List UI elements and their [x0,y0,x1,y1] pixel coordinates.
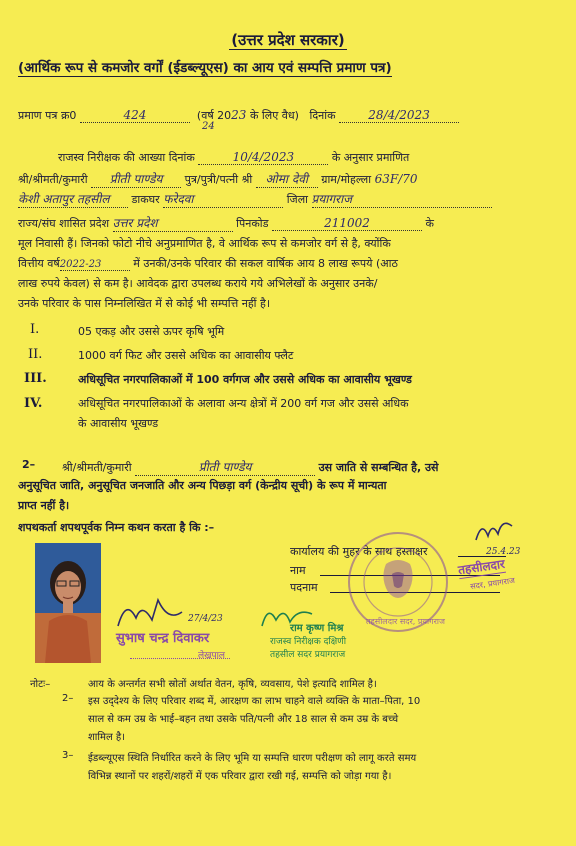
body-para-4: उनके परिवार के पास निम्नलिखित में से कोई भी सम्पत्ति नहीं है। [18,297,271,310]
date-label: दिनांक [309,109,336,122]
lekhpal-post-stamp: लेखपाल [198,651,226,661]
of-label: के [425,217,434,230]
seal-sign-label: कार्यालय की मुहर के साथ हस्ताक्षर [290,545,428,558]
body-line-1 [58,150,409,165]
pincode-label: पिनकोड [236,217,269,230]
post-office-value: फरेदवा [163,190,283,208]
validity-note: 24 [202,121,215,132]
caste-applicant-name: प्रीती पाण्डेय [135,458,315,476]
validity-year: 23 [231,108,247,122]
report-date-value: 10/4/2023 [198,150,328,165]
asset-text-2: 1000 वर्ग फिट और उससे अधिक का आवासीय फ्लैट [78,349,294,362]
note-label: नोटः– [30,679,51,690]
office-name-label: नाम [290,564,306,577]
oath-line: शपथकर्ता शपथपूर्वक निम्न कथन करता है कि :– [18,521,215,534]
income-text: में उनकी/उनके परिवार की सकल वार्षिक आय 8 लाख रूपये (आठ [133,257,398,270]
asset-num-3: III. [24,371,47,386]
district-value: प्रयागराज [312,190,492,208]
asset-text-1: 05 एकड़ और उससे ऊपर कृषि भूमि [78,325,225,338]
note-2-text-c: शामिल है। [88,732,126,743]
state-value: उत्तर प्रदेश [113,214,233,232]
salutation-label: श्री/श्रीमती/कुमारी [18,173,88,186]
note-2-text-b: साल से कम उम्र के भाई–बहन तथा उसके पति/पत्नी और 18 साल से कम उम्र के बच्चे [88,714,399,725]
note-3-text-b: विभिन्न स्थानों पर शहरों/शहरों में एक परिवार द्वारा रखी गई, सम्पत्ति को जोड़ा गया है। [88,771,392,782]
note-2-num: 2– [62,693,74,704]
applicant-name: प्रीती पाण्डेय [91,170,181,188]
round-seal-text: तहसीलदार सदर, प्रयागराज [366,617,445,626]
caste-text-b: अनुसूचित जाति, अनुसूचित जनजाति और अन्य पिछड़ा वर्ग (केन्द्रीय सूची) के रूप में मान्यता [18,479,387,492]
relation-label: पुत्र/पुत्री/पत्नी श्री [184,173,253,186]
ri-post-stamp: राजस्व निरीक्षक दक्षिणी [270,637,347,647]
lekhpal-signature-mark [112,592,202,632]
body-para-1: मूल निवासी हैं। जिनको फोटो नीचे अनुप्रमाणित है, वे आर्थिक रूप से कमजोर वर्ग से है, क्योंकि [18,237,391,250]
report-date-label: राजस्व निरीक्षक की आख्या दिनांक [58,151,195,164]
parent-name: ओमा देवी [256,170,318,188]
caste-salutation: श्री/श्रीमती/कुमारी [62,461,132,474]
body-line-4 [18,214,434,232]
certified-label: के अनुसार प्रमाणित [331,151,410,164]
locality-value: 63F/70 [374,172,418,186]
asset-num-2: II. [28,347,43,362]
cert-number-line [18,108,459,123]
signature-mark [472,516,518,546]
portrait-image [35,543,101,663]
body-line-3 [18,190,492,208]
body-para-3: लाख रुपये केवल) से कम है। आवेदक द्वारा उपलब्ध कराये गये अभिलेखों के अनुसार उनके/ [18,277,378,290]
ri-place-stamp: तहसील सदर प्रयागराज [270,650,346,660]
tehsildar-stamp-place: सदर, प्रयागराज [469,575,516,592]
tehsildar-signature [472,516,518,550]
caste-num: 2– [22,458,36,471]
asset-text-3: अधिसूचित नगरपालिकाओं में 100 वर्गगज और उससे अधिक का आवासीय भूखण्ड [78,373,412,386]
district-label: जिला [286,193,309,206]
pincode-value: 211002 [272,216,422,231]
asset-num-4: IV. [24,396,43,411]
post-office-label: डाकघर [131,193,160,206]
lekhpal-sign-date: 27/4/23 [188,614,223,624]
applicant-photo [35,543,101,663]
tehsildar-stamp: तहसीलदार [457,556,506,578]
government-heading: (उत्तर प्रदेश सरकार) [231,31,345,49]
cert-number-value: 424 [80,108,190,123]
ri-name-stamp: राम कृष्ण मिश्र [290,623,344,634]
office-post-label: पदनाम [290,581,318,594]
lekhpal-stamp-rule [130,658,230,659]
state-label: राज्य/संघ शासित प्रदेश [18,217,110,230]
fin-year-label: वित्तीय वर्ष [18,257,60,270]
body-line-2 [18,170,418,188]
asset-text-4b: के आवासीय भूखण्ड [78,417,159,430]
lekhpal-name-stamp: सुभाष चन्द्र दिवाकर [116,631,210,646]
body-para-2 [18,256,398,271]
fin-year-value: 2022-23 [60,259,130,271]
validity-label: (वर्ष 20 [196,109,232,122]
tehsil-value: केशी अतापुर तहसील [18,190,128,208]
caste-text-c: प्राप्त नहीं है। [18,499,70,512]
note-3-num: 3– [62,750,74,761]
caste-line-1 [62,458,439,476]
note-2-text: इस उद्‌देश्य के लिए परिवार शब्द में, आरक्षण का लाभ चाहने वाले व्यक्ति के माता–पिता, 10 [88,696,421,707]
asset-num-1: I. [30,322,40,337]
tehsildar-sign-date: 25.4.23 [486,547,521,557]
note-3-text: ईडब्ल्यूएस स्थिति निर्धारित करने के लिए भूमि या सम्पत्ति धारण परीक्षण को लागू करते समय [88,753,417,764]
asset-text-4: अधिसूचित नगरपालिकाओं के अलावा अन्य क्षेत्रों में 200 वर्ग गज और उससे अधिक [78,397,409,410]
caste-text-a: उस जाति से सम्बन्धित है, उसे [318,461,439,474]
validity-suffix: के लिए वैध) [249,109,299,122]
note-1-text: आय के अन्तर्गत सभी स्रोतों अर्थात वेतन, कृषि, व्यवसाय, पेशे इत्यादि शामिल है। [88,679,377,690]
village-label: ग्राम/मोहल्ला [321,173,372,186]
certificate-title: (आर्थिक रूप से कमजोर वर्गों (ईडब्ल्यूएस) का आय एवं सम्पत्ति प्रमाण पत्र) [18,60,392,76]
cert-number-label: प्रमाण पत्र क्र0 [18,109,77,122]
date-value: 28/4/2023 [339,108,459,123]
